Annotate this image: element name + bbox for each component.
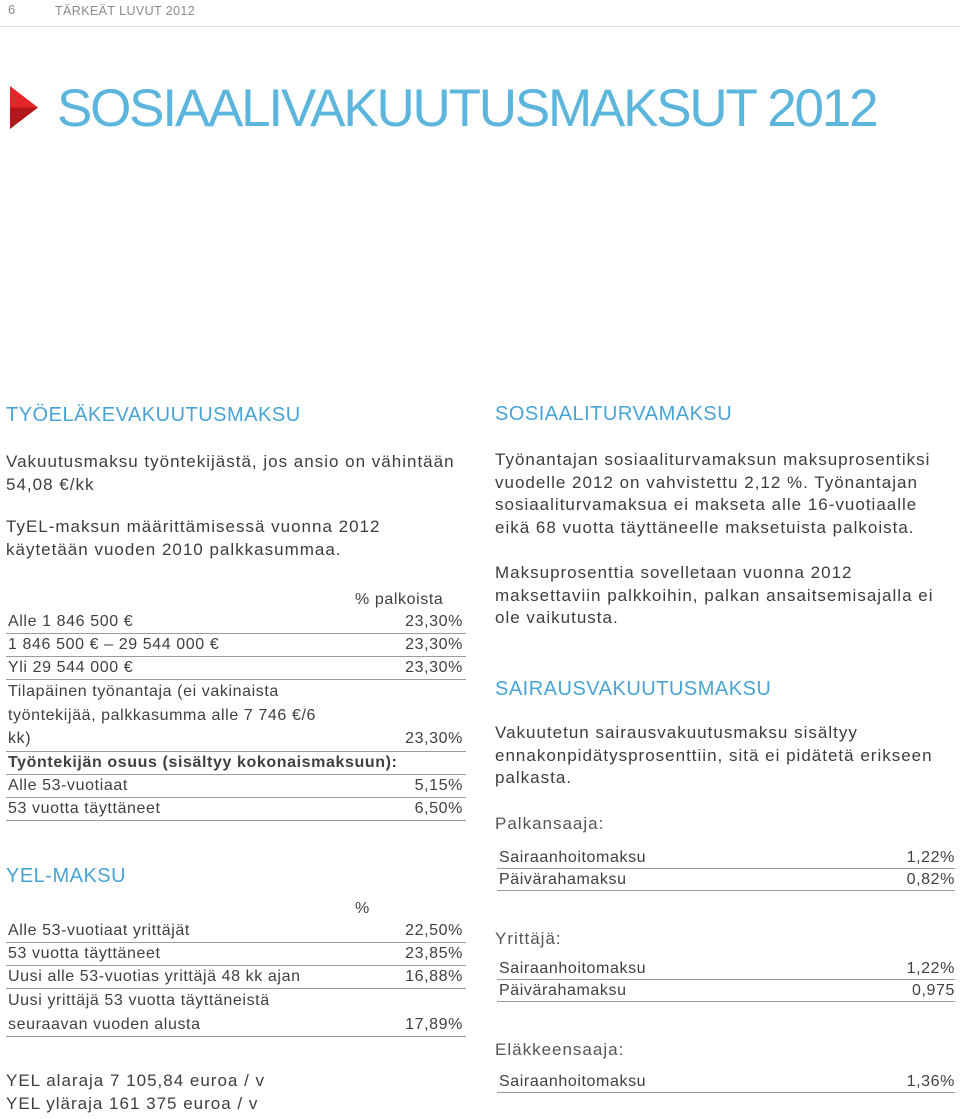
table-row (6, 680, 466, 752)
palkansaaja-table (497, 847, 955, 891)
row-label-line: Sairaanhoitomaksu (499, 1073, 647, 1090)
elakkeensaaja-table (497, 1071, 955, 1093)
row-label (6, 989, 270, 1036)
yel-limits (6, 1069, 265, 1115)
row-label (6, 920, 190, 942)
row-value: 23,30% (405, 659, 463, 676)
paragraph-line: vuodelle 2012 on vahvistettu 2,12 %. Työnantajan (495, 472, 918, 492)
paragraph-line: sosiaaliturvamaksua ei makseta alle 16-vuotiaalle (495, 495, 918, 515)
paragraph-line: 54,08 €/kk (6, 474, 95, 494)
row-value: 1,22% (906, 960, 955, 977)
row-value: 23,30% (405, 730, 463, 748)
row-value: 23,30% (405, 636, 463, 653)
table-row (6, 775, 466, 798)
paragraph-line: eikä 68 vuotta täyttäneelle maksetuista palkoista. (495, 517, 915, 537)
table-row (6, 989, 466, 1037)
row-label (6, 634, 219, 656)
row-label (497, 980, 627, 1001)
tyel-rate-table (6, 589, 466, 821)
arrow-marker-upper (10, 86, 38, 108)
row-value: 0,975 (911, 982, 955, 999)
paragraph-line: ennakonpidätysprosenttiin, sitä ei pidätetä erikseen (495, 745, 933, 765)
sosiaaliturva-paragraph (495, 562, 933, 630)
tyel-paragraph (6, 451, 455, 496)
table-row (497, 958, 955, 980)
sosiaaliturva-paragraph (495, 449, 930, 539)
page-title: SOSIAALIVAKUUTUSMAKSUT 2012 (57, 79, 877, 138)
tyel-heading: TYÖELÄKEVAKUUTUSMAKSU (6, 404, 301, 426)
paragraph-line: TyEL-maksun määrittämisessä vuonna 2012 (6, 517, 381, 536)
row-label-line: Päivärahamaksu (499, 982, 627, 999)
table-subheading-row (6, 752, 466, 775)
yel-upper-limit: YEL yläraja 161 375 euroa / v (6, 1094, 259, 1113)
table-row (6, 920, 466, 943)
table-row (497, 980, 955, 1002)
row-label-line: Alle 53-vuotiaat (8, 777, 128, 794)
row-label-line: Sairaanhoitomaksu (499, 960, 647, 977)
sosiaaliturva-heading: SOSIAALITURVAMAKSU (495, 403, 733, 425)
row-label-line: Uusi alle 53-vuotias yrittäjä 48 kk ajan (8, 968, 301, 985)
paragraph-line: Työnantajan sosiaaliturvamaksun maksuprosentiksi (495, 450, 931, 469)
row-label-line: 53 vuotta täyttäneet (8, 945, 161, 962)
table-header-row (6, 589, 466, 611)
yel-lower-limit: YEL alaraja 7 105,84 euroa / v (6, 1071, 266, 1090)
row-label-line: työntekijää, palkkasumma alle 7 746 €/6 (8, 706, 317, 724)
paragraph-line: käytetään vuoden 2010 palkkasummaa. (6, 539, 342, 559)
table-row (6, 798, 466, 821)
row-label-line: Sairaanhoitomaksu (499, 849, 647, 866)
row-label-line: 53 vuotta täyttäneet (8, 800, 161, 817)
row-label (6, 775, 128, 797)
row-label-line: kk) (8, 730, 32, 748)
row-label (6, 966, 301, 988)
table-header-row (6, 897, 466, 920)
table-row (6, 657, 466, 680)
row-label-line: Yli 29 544 000 € (8, 659, 134, 676)
yel-rate-table (6, 897, 466, 1037)
row-label-line: Tilapäinen työnantaja (ei vakinaista (8, 683, 279, 701)
row-value: 1,36% (906, 1073, 955, 1090)
arrow-marker-icon (10, 86, 38, 129)
table-row (6, 966, 466, 989)
row-label (6, 680, 316, 751)
table-row (497, 1071, 955, 1093)
table-row (6, 634, 466, 657)
paragraph-line: Vakuutetun sairausvakuutusmaksu sisältyy (495, 723, 858, 742)
column-header: % (355, 900, 370, 917)
sairausvakuutus-heading: SAIRAUSVAKUUTUSMAKSU (495, 678, 772, 700)
row-label (6, 798, 161, 820)
row-label-line: seuraavan vuoden alusta (8, 1015, 201, 1033)
paragraph-line: Maksuprosenttia sovelletaan vuonna 2012 (495, 563, 853, 582)
group-label-elakkeensaaja: Eläkkeensaaja: (495, 1040, 625, 1059)
column-header: % palkoista (355, 591, 444, 608)
row-value: 1,22% (906, 849, 955, 866)
row-label-line: Alle 1 846 500 € (8, 613, 134, 630)
sairausvakuutus-paragraph (495, 722, 933, 790)
table-row (6, 943, 466, 966)
row-label-line: Työntekijän osuus (sisältyy kokonaismaksuun): (8, 754, 398, 771)
row-value: 16,88% (405, 968, 463, 985)
row-label (6, 657, 133, 679)
table-row (497, 847, 955, 869)
group-label-palkansaaja: Palkansaaja: (495, 814, 605, 833)
paragraph-line: palkasta. (495, 768, 573, 788)
row-label (6, 752, 397, 774)
group-label-yrittaja: Yrittäjä: (495, 929, 562, 948)
table-row (497, 869, 955, 891)
row-label-line: Päivärahamaksu (499, 871, 627, 888)
row-value: 5,15% (414, 777, 463, 794)
arrow-marker-lower (10, 108, 38, 130)
yel-heading: YEL-MAKSU (6, 865, 127, 887)
running-title: TÄRKEÄT LUVUT 2012 (55, 4, 196, 18)
table-row (6, 611, 466, 634)
paragraph-line: maksettaviin palkkoihin, palkan ansaitsemisajalla ei (495, 585, 934, 605)
row-label (497, 1071, 646, 1092)
row-value: 17,89% (405, 1015, 463, 1033)
row-value: 22,50% (405, 922, 463, 939)
row-value: 23,85% (405, 945, 463, 962)
yrittaja-table (497, 958, 955, 1002)
row-value: 0,82% (906, 871, 955, 888)
row-value: 6,50% (414, 800, 463, 817)
row-label-line: Uusi yrittäjä 53 vuotta täyttäneistä (8, 992, 270, 1009)
tyel-paragraph (6, 516, 380, 561)
row-value: 23,30% (405, 613, 463, 630)
row-label (497, 869, 627, 890)
paragraph-line: ole vaikutusta. (495, 608, 619, 628)
row-label (6, 943, 161, 965)
row-label (497, 847, 646, 868)
page-number: 6 (8, 2, 16, 17)
paragraph-line: Vakuutusmaksu työntekijästä, jos ansio on vähintään (6, 452, 455, 471)
row-label (6, 611, 133, 633)
row-label (497, 958, 646, 979)
header-rule (0, 26, 960, 27)
row-label-line: 1 846 500 € – 29 544 000 € (8, 636, 220, 653)
row-label-line: Alle 53-vuotiaat yrittäjät (8, 922, 190, 939)
